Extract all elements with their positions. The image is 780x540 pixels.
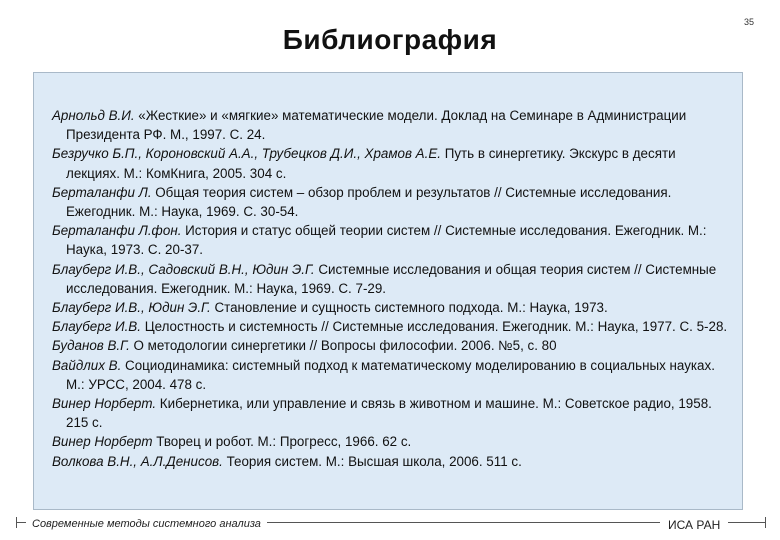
reference-item: [52, 106, 732, 144]
footer-course-title: Современные методы системного анализа: [26, 518, 267, 530]
reference-authors: Блауберг И.В.: [52, 319, 141, 335]
reference-text: Социодинамика: системный подход к математическому моделированию в социальных науках. М.: УРСС, 2004. 478 с.: [66, 357, 715, 392]
reference-item: [52, 452, 732, 471]
reference-item: [52, 432, 732, 451]
reference-item: [52, 394, 732, 432]
reference-item: [52, 298, 732, 317]
reference-authors: Арнольд В.И.: [52, 108, 135, 123]
reference-text: Целостность и системность // Системные исследования. Ежегодник. М.: Наука, 1977. С. 5-28.: [140, 319, 728, 335]
reference-authors: Берталанфи Л.фон.: [52, 223, 182, 239]
page-title: Библиография: [282, 24, 498, 55]
reference-authors: Вайдлих В.: [52, 357, 122, 373]
reference-authors: Блауберг И.В., Юдин Э.Г.: [52, 300, 211, 316]
reference-text: История и статус общей теории систем // Системные исследования. Ежегодник. М.: Наука, 1973. С. 20-37.: [66, 223, 707, 258]
reference-item: [52, 183, 732, 221]
reference-item: [52, 144, 732, 182]
reference-authors: Винер Норберт.: [52, 396, 157, 412]
reference-authors: Винер Норберт: [52, 434, 153, 450]
reference-text: Системные исследования и общая теория систем // Системные исследования. Ежегодник. М.: Наука, 1969. С. 7-29.: [66, 261, 717, 296]
reference-authors: Блауберг И.В., Садовский В.Н., Юдин Э.Г.: [52, 261, 315, 277]
reference-item: [52, 221, 732, 259]
reference-item: [52, 317, 732, 336]
footer-organization: ИСА РАН: [660, 518, 728, 532]
reference-text: О методологии синергетики // Вопросы философии. 2006. №5, с. 80: [129, 338, 557, 354]
reference-authors: Берталанфи Л.: [52, 184, 152, 200]
footer-tick-right: [765, 517, 766, 528]
reference-text: Становление и сущность системного подхода. М.: Наука, 1973.: [210, 300, 608, 316]
reference-authors: Волкова В.Н., А.Л.Денисов.: [52, 453, 223, 469]
reference-text: Путь в синергетику. Экскурс в десяти лекциях. М.: КомКнига, 2005. 304 с.: [66, 146, 676, 181]
reference-list: [52, 106, 732, 471]
reference-text: Творец и робот. М.: Прогресс, 1966. 62 с.: [152, 434, 412, 450]
reference-authors: Безручко Б.П., Короновский А.А., Трубецков Д.И., Храмов А.Е.: [52, 146, 441, 162]
footer-tick-left: [16, 517, 17, 528]
reference-item: [52, 336, 732, 355]
reference-text: Общая теория систем – обзор проблем и результатов // Системные исследования. Ежегодник. М.: Наука, 1969. С. 30-54.: [66, 184, 672, 220]
reference-text: «Жесткие» и «мягкие» математические модели. Доклад на Семинаре в Администрации Президента РФ. М., 1997. С. 24.: [66, 108, 687, 143]
reference-text: Теория систем. М.: Высшая школа, 2006. 511 с.: [222, 453, 522, 469]
slide-number: 35: [744, 17, 755, 27]
reference-text: Кибернетика, или управление и связь в животном и машине. М.: Советское радио, 1958. 215 с.: [66, 396, 712, 431]
reference-item: [52, 260, 732, 298]
reference-item: [52, 356, 732, 394]
reference-authors: Буданов В.Г.: [52, 338, 130, 354]
